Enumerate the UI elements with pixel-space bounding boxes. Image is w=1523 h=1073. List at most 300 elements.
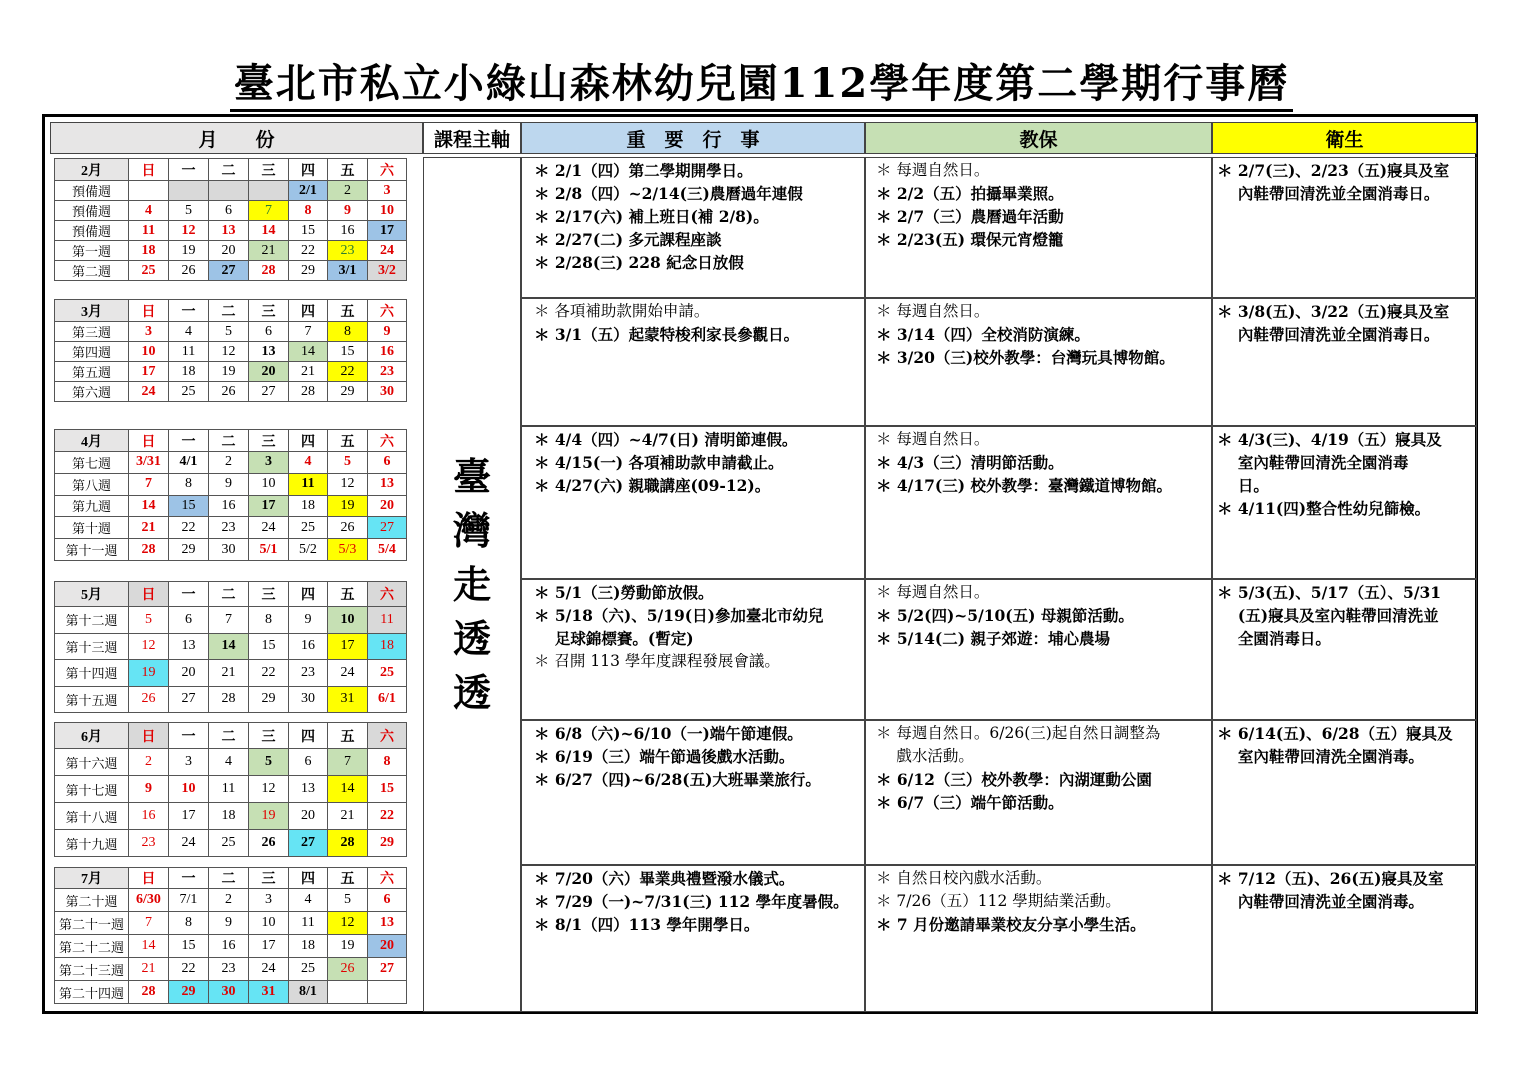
weekday-header: 三 (249, 868, 289, 889)
weekday-header: 一 (169, 868, 209, 889)
day-cell: 11 (289, 912, 328, 935)
edu-line: ＊ 2/2（五）拍攝畢業照。 (876, 184, 1064, 203)
weekday-header: 二 (209, 582, 249, 607)
day-cell: 3/1 (328, 261, 368, 281)
events-line: ＊ 4/15(一) 各項補助款申請截止。 (534, 453, 784, 472)
week-row (55, 912, 407, 935)
theme-column (423, 157, 521, 1012)
day-cell: 21 (289, 362, 328, 382)
day-cell: 12 (169, 221, 209, 241)
day-cell: 3/31 (129, 452, 169, 474)
day-cell: 2 (209, 452, 249, 474)
day-cell: 4 (129, 201, 169, 221)
day-cell: 6 (368, 889, 407, 912)
health-line: ＊ 3/8(五)、3/22（五)寢具及室 (1217, 302, 1450, 321)
week-label: 第十六週 (55, 749, 129, 776)
day-cell: 7 (129, 912, 169, 935)
day-cell: 14 (209, 633, 249, 660)
week-label: 第六週 (55, 382, 129, 402)
edu-line: ＊ 2/7（三）農曆過年活動 (876, 207, 1064, 226)
day-cell: 29 (249, 686, 289, 713)
weekday-header: 三 (249, 430, 289, 452)
week-row (55, 660, 407, 687)
day-cell: 7 (209, 607, 249, 634)
day-cell: 6/30 (129, 889, 169, 912)
edu-line: ＊ 4/3（三）清明節活動。 (876, 453, 1064, 472)
week-label: 第一週 (55, 241, 129, 261)
day-cell: 23 (289, 660, 328, 687)
day-cell: 2 (209, 889, 249, 912)
day-cell: 20 (249, 362, 289, 382)
day-cell: 8 (328, 322, 368, 342)
day-cell: 20 (289, 803, 328, 830)
weekday-header: 四 (289, 582, 328, 607)
day-cell: 16 (209, 935, 249, 958)
day-cell: 26 (129, 686, 169, 713)
day-cell: 19 (169, 241, 209, 261)
day-cell: 14 (129, 495, 169, 517)
events-line: ＊ 6/19（三）端午節過後戲水活動。 (534, 747, 795, 766)
day-cell: 5 (209, 322, 249, 342)
edu-cell (865, 157, 1212, 298)
weekday-header: 一 (169, 430, 209, 452)
events-line: ＊ 8/1（四）113 學年開學日。 (534, 915, 760, 934)
edu-line: ＊ 每週自然日。 (876, 430, 990, 448)
events-line: 足球錦標賽。(暫定) (534, 629, 694, 648)
week-label: 第三週 (55, 322, 129, 342)
health-line: ＊ 7/12（五)、26(五)寢具及室 (1217, 869, 1444, 888)
day-cell: 20 (169, 660, 209, 687)
day-cell: 29 (368, 830, 407, 857)
day-cell: 9 (328, 201, 368, 221)
weekday-header: 日 (129, 582, 169, 607)
day-cell: 24 (249, 958, 289, 981)
day-cell: 22 (169, 958, 209, 981)
weekday-header: 五 (328, 159, 368, 181)
edu-line: ＊ 3/14（四）全校消防演練。 (876, 325, 1090, 344)
month-label: 6月 (55, 723, 129, 749)
week-row (55, 342, 407, 362)
week-label: 第七週 (55, 452, 129, 474)
day-cell: 20 (368, 495, 407, 517)
edu-line: ＊ 5/2(四)~5/10(五) 母親節活動。 (876, 606, 1134, 625)
health-line: 日。 (1217, 476, 1269, 495)
day-cell: 25 (129, 261, 169, 281)
day-cell: 3 (249, 452, 289, 474)
day-cell: 30 (289, 686, 328, 713)
week-row (55, 322, 407, 342)
week-row (55, 517, 407, 539)
health-cell (1212, 426, 1477, 579)
month-label: 7月 (55, 868, 129, 889)
day-cell: 24 (129, 382, 169, 402)
day-cell: 4/1 (169, 452, 209, 474)
day-cell: 22 (249, 660, 289, 687)
day-cell: 15 (249, 633, 289, 660)
day-cell: 26 (169, 261, 209, 281)
weekday-header: 二 (209, 430, 249, 452)
theme-text (424, 450, 520, 720)
day-cell: 30 (368, 382, 407, 402)
day-cell: 17 (169, 803, 209, 830)
edu-line: ＊ 4/17(三) 校外教學：臺灣鐵道博物館。 (876, 476, 1172, 495)
weekday-header: 六 (368, 723, 407, 749)
day-cell: 2/1 (289, 181, 328, 201)
weekday-header: 一 (169, 300, 209, 322)
weekday-header: 四 (289, 430, 328, 452)
day-cell: 24 (249, 517, 289, 539)
weekday-header: 一 (169, 159, 209, 181)
week-label: 第二十週 (55, 889, 129, 912)
day-cell: 18 (129, 241, 169, 261)
week-label: 第五週 (55, 362, 129, 382)
day-cell: 14 (289, 342, 328, 362)
events-line: ＊ 3/1（五）起蒙特梭利家長參觀日。 (534, 325, 800, 344)
edu-cell (865, 865, 1212, 1012)
day-cell: 24 (169, 830, 209, 857)
week-label: 第十二週 (55, 607, 129, 634)
weekday-header: 六 (368, 868, 407, 889)
health-line: 室內鞋帶回清洗全園消毒。 (1217, 747, 1424, 766)
day-cell: 14 (328, 776, 368, 803)
events-line: ＊ 7/20（六）畢業典禮暨潑水儀式。 (534, 869, 795, 888)
week-row (55, 452, 407, 474)
header-health: 衛生 (1212, 122, 1477, 154)
events-line: ＊ 2/1（四）第二學期開學日。 (534, 161, 753, 180)
week-label: 第四週 (55, 342, 129, 362)
day-cell: 3 (129, 322, 169, 342)
day-cell: 28 (249, 261, 289, 281)
day-cell: 10 (328, 607, 368, 634)
day-cell: 3/2 (368, 261, 407, 281)
week-label: 第八週 (55, 473, 129, 495)
edu-line: ＊ 每週自然日。 (876, 583, 990, 601)
day-cell: 26 (328, 517, 368, 539)
day-cell (368, 981, 407, 1004)
page-title-text: 臺北市私立小綠山森林幼兒園112學年度第二學期行事曆 (230, 60, 1294, 112)
day-cell: 5 (249, 749, 289, 776)
events-cell (521, 426, 865, 579)
day-cell: 28 (129, 981, 169, 1004)
day-cell: 10 (249, 473, 289, 495)
day-cell: 29 (169, 981, 209, 1004)
week-label: 第十三週 (55, 633, 129, 660)
theme-char: 透 (452, 670, 491, 715)
day-cell: 3 (249, 889, 289, 912)
events-line: ＊ 6/8（六)~6/10（一)端午節連假。 (534, 724, 803, 743)
events-line: ＊ 各項補助款開始申請。 (534, 302, 710, 320)
theme-char: 走 (452, 562, 491, 607)
day-cell: 26 (209, 382, 249, 402)
events-line: ＊ 2/17(六) 補上班日(補 2/8)。 (534, 207, 769, 226)
day-cell: 15 (169, 495, 209, 517)
page-title (0, 52, 1523, 109)
day-cell: 5/3 (328, 539, 368, 561)
day-cell: 31 (249, 981, 289, 1004)
day-cell: 10 (368, 201, 407, 221)
edu-line: ＊ 7/26（五）112 學期結業活動。 (876, 892, 1121, 910)
week-label: 預備週 (55, 221, 129, 241)
day-cell: 17 (249, 495, 289, 517)
month-calendar-1 (54, 158, 407, 281)
weekday-header: 二 (209, 868, 249, 889)
day-cell: 8 (169, 473, 209, 495)
edu-cell (865, 298, 1212, 426)
day-cell: 29 (169, 539, 209, 561)
day-cell: 28 (129, 539, 169, 561)
day-cell: 21 (209, 660, 249, 687)
weekday-header: 四 (289, 723, 328, 749)
week-row (55, 776, 407, 803)
day-cell: 17 (328, 633, 368, 660)
edu-line: ＊ 5/14(二) 親子郊遊：埔心農場 (876, 629, 1110, 648)
day-cell: 19 (328, 935, 368, 958)
day-cell: 22 (328, 362, 368, 382)
health-line: 內鞋帶回清洗並全園消毒日。 (1217, 184, 1440, 203)
weekday-header: 五 (328, 300, 368, 322)
day-cell: 27 (249, 382, 289, 402)
day-cell (328, 981, 368, 1004)
week-row (55, 633, 407, 660)
edu-line: ＊ 7 月份邀請畢業校友分享小學生活。 (876, 915, 1146, 934)
events-line: ＊ 4/4（四）~4/7(日) 清明節連假。 (534, 430, 798, 449)
month-calendar-5 (54, 722, 407, 857)
day-cell: 10 (129, 342, 169, 362)
day-cell: 2 (328, 181, 368, 201)
day-cell: 25 (289, 958, 328, 981)
day-cell: 25 (169, 382, 209, 402)
day-cell: 7 (249, 201, 289, 221)
week-label: 第十一週 (55, 539, 129, 561)
day-cell: 18 (209, 803, 249, 830)
health-line: 全園消毒日。 (1217, 629, 1331, 648)
day-cell: 12 (328, 912, 368, 935)
day-cell: 6 (209, 201, 249, 221)
week-label: 第二十一週 (55, 912, 129, 935)
day-cell: 21 (129, 517, 169, 539)
day-cell: 30 (209, 981, 249, 1004)
day-cell: 9 (289, 607, 328, 634)
health-line: 內鞋帶回清洗並全園消毒。 (1217, 892, 1424, 911)
day-cell: 12 (209, 342, 249, 362)
health-line: 室內鞋帶回清洗全園消毒 (1217, 453, 1409, 472)
day-cell: 18 (289, 935, 328, 958)
day-cell: 19 (209, 362, 249, 382)
day-cell: 15 (368, 776, 407, 803)
header-month: 月 份 (50, 122, 423, 154)
health-cell (1212, 865, 1477, 1012)
day-cell: 8 (368, 749, 407, 776)
week-row (55, 261, 407, 281)
month-label: 2月 (55, 159, 129, 181)
edu-line: ＊ 6/12（三）校外教學：內湖運動公園 (876, 770, 1152, 789)
day-cell (209, 181, 249, 201)
weekday-header: 日 (129, 430, 169, 452)
day-cell: 13 (289, 776, 328, 803)
week-row (55, 539, 407, 561)
week-label: 第二十三週 (55, 958, 129, 981)
week-row (55, 889, 407, 912)
weekday-header: 六 (368, 582, 407, 607)
day-cell: 16 (289, 633, 328, 660)
day-cell: 26 (328, 958, 368, 981)
health-line: ＊ 2/7(三)、2/23（五)寢具及室 (1217, 161, 1450, 180)
day-cell: 13 (249, 342, 289, 362)
weekday-header: 日 (129, 723, 169, 749)
weekday-header: 四 (289, 159, 328, 181)
header-edu: 教保 (865, 122, 1212, 154)
weekday-header: 二 (209, 159, 249, 181)
week-label: 第九週 (55, 495, 129, 517)
weekday-header: 日 (129, 300, 169, 322)
day-cell: 15 (289, 221, 328, 241)
month-calendar-2 (54, 299, 407, 402)
day-cell: 29 (289, 261, 328, 281)
day-cell: 24 (368, 241, 407, 261)
day-cell: 3 (368, 181, 407, 201)
header-theme: 課程主軸 (423, 122, 521, 154)
edu-line: ＊ 每週自然日。 (876, 161, 990, 179)
day-cell: 17 (368, 221, 407, 241)
edu-line: ＊ 自然日校內戲水活動。 (876, 869, 1052, 887)
events-line: ＊ 4/27(六) 親職講座(09-12)。 (534, 476, 771, 495)
month-label: 3月 (55, 300, 129, 322)
day-cell: 17 (249, 935, 289, 958)
day-cell: 11 (169, 342, 209, 362)
day-cell: 7 (289, 322, 328, 342)
edu-cell (865, 720, 1212, 865)
events-line: ＊ 7/29（一)~7/31(三) 112 學年度暑假。 (534, 892, 849, 911)
day-cell: 11 (289, 473, 328, 495)
weekday-header: 日 (129, 868, 169, 889)
day-cell: 19 (249, 803, 289, 830)
day-cell: 8/1 (289, 981, 328, 1004)
weekday-header: 四 (289, 300, 328, 322)
week-row (55, 241, 407, 261)
edu-line: ＊ 每週自然日。6/26(三)起自然日調整為 (876, 724, 1161, 742)
day-cell: 23 (368, 362, 407, 382)
day-cell: 12 (129, 633, 169, 660)
day-cell: 3 (169, 749, 209, 776)
day-cell: 25 (289, 517, 328, 539)
weekday-header: 五 (328, 868, 368, 889)
events-line: ＊ 2/8（四）~2/14(三)農曆過年連假 (534, 184, 803, 203)
weekday-header: 三 (249, 159, 289, 181)
week-label: 第二十四週 (55, 981, 129, 1004)
day-cell: 9 (368, 322, 407, 342)
week-label: 預備週 (55, 201, 129, 221)
edu-line: ＊ 2/23(五) 環保元宵燈籠 (876, 230, 1064, 249)
day-cell: 13 (368, 912, 407, 935)
day-cell: 19 (328, 495, 368, 517)
month-label: 4月 (55, 430, 129, 452)
weekday-header: 五 (328, 723, 368, 749)
week-row (55, 749, 407, 776)
events-cell (521, 298, 865, 426)
week-row (55, 935, 407, 958)
day-cell: 31 (328, 686, 368, 713)
health-line: (五)寢具及室內鞋帶回清洗並 (1217, 606, 1439, 625)
edu-cell (865, 426, 1212, 579)
week-row (55, 803, 407, 830)
events-line: ＊ 2/28(三) 228 紀念日放假 (534, 253, 744, 272)
day-cell: 4 (289, 452, 328, 474)
weekday-header: 三 (249, 723, 289, 749)
day-cell: 16 (328, 221, 368, 241)
day-cell: 20 (209, 241, 249, 261)
day-cell: 12 (249, 776, 289, 803)
day-cell: 14 (249, 221, 289, 241)
day-cell: 17 (129, 362, 169, 382)
weekday-header: 五 (328, 430, 368, 452)
day-cell: 27 (368, 517, 407, 539)
day-cell: 6/1 (368, 686, 407, 713)
edu-line: ＊ 3/20（三)校外教學：台灣玩具博物館。 (876, 348, 1175, 367)
edu-cell (865, 579, 1212, 720)
weekday-header: 二 (209, 723, 249, 749)
day-cell: 2 (129, 749, 169, 776)
health-cell (1212, 157, 1477, 298)
day-cell: 5 (129, 607, 169, 634)
edu-line: ＊ 每週自然日。 (876, 302, 990, 320)
day-cell: 22 (368, 803, 407, 830)
month-label: 5月 (55, 582, 129, 607)
weekday-header: 日 (129, 159, 169, 181)
weekday-header: 六 (368, 430, 407, 452)
day-cell: 4 (289, 889, 328, 912)
day-cell: 9 (129, 776, 169, 803)
day-cell: 13 (209, 221, 249, 241)
day-cell: 21 (328, 803, 368, 830)
day-cell: 5/1 (249, 539, 289, 561)
health-cell (1212, 720, 1477, 865)
week-label: 第十七週 (55, 776, 129, 803)
day-cell: 21 (129, 958, 169, 981)
day-cell: 9 (209, 473, 249, 495)
day-cell (129, 181, 169, 201)
month-calendar-6 (54, 867, 407, 1004)
calendar-frame (42, 114, 1478, 1014)
day-cell: 12 (328, 473, 368, 495)
week-row (55, 830, 407, 857)
weekday-header: 三 (249, 300, 289, 322)
week-row (55, 473, 407, 495)
day-cell: 23 (328, 241, 368, 261)
day-cell: 11 (129, 221, 169, 241)
day-cell: 28 (289, 382, 328, 402)
day-cell: 18 (289, 495, 328, 517)
week-label: 第二十二週 (55, 935, 129, 958)
events-cell (521, 865, 865, 1012)
day-cell: 29 (328, 382, 368, 402)
day-cell: 9 (209, 912, 249, 935)
day-cell: 6 (289, 749, 328, 776)
day-cell: 6 (368, 452, 407, 474)
day-cell: 4 (169, 322, 209, 342)
day-cell: 18 (169, 362, 209, 382)
events-line: ＊ 2/27(二) 多元課程座談 (534, 230, 722, 249)
day-cell: 24 (328, 660, 368, 687)
week-label: 第十八週 (55, 803, 129, 830)
day-cell: 11 (209, 776, 249, 803)
day-cell: 7 (328, 749, 368, 776)
week-row (55, 221, 407, 241)
week-row (55, 181, 407, 201)
day-cell: 30 (209, 539, 249, 561)
week-label: 第十四週 (55, 660, 129, 687)
weekday-header: 六 (368, 300, 407, 322)
day-cell: 13 (368, 473, 407, 495)
